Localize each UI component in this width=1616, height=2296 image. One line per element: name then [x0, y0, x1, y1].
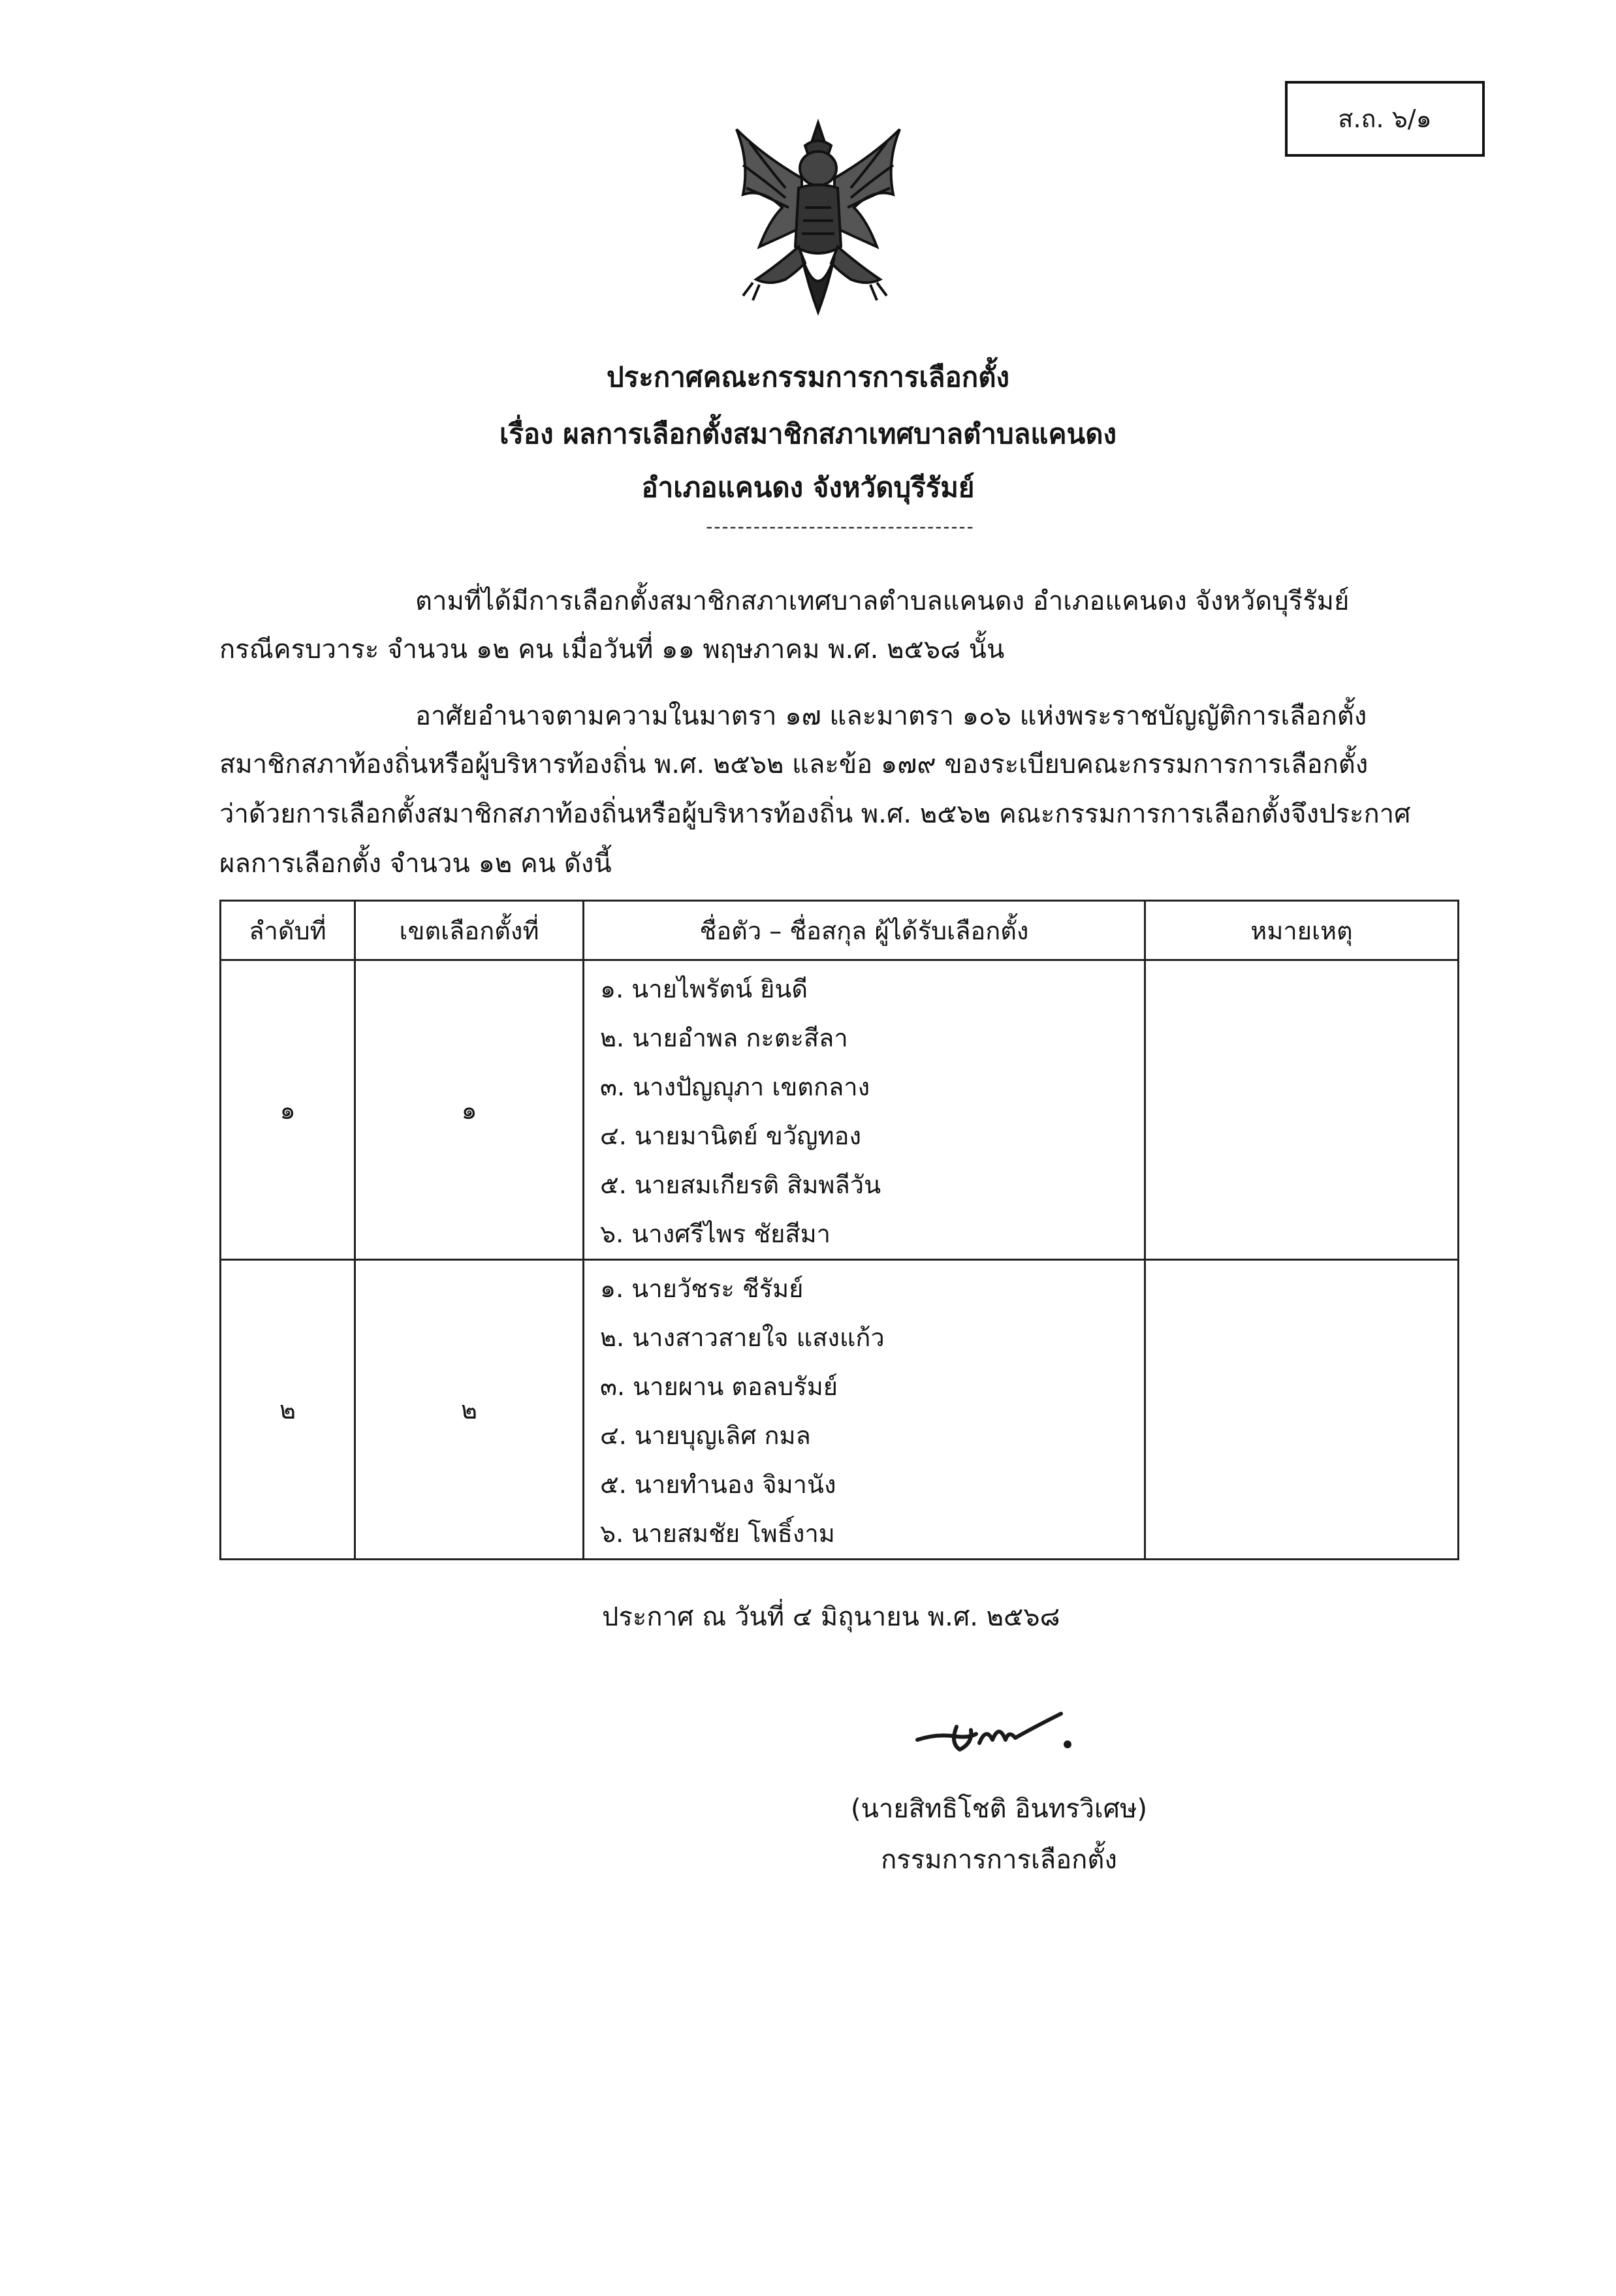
paragraph1-line1: ตามที่ได้มีการเลือกตั้งสมาชิกสภาเทศบาลตำบลแคนดง อำเภอแคนดง จังหวัดบุรีรัมย์	[415, 586, 1350, 616]
table-row	[221, 960, 1459, 1260]
cell-remark	[1145, 960, 1459, 1260]
form-code-box	[1285, 81, 1485, 157]
announcement-title: ประกาศคณะกรรมการการเลือกตั้ง	[607, 361, 1009, 393]
elected-name: ๔. นายบุญเลิศ กมล	[600, 1421, 811, 1450]
cell-names	[584, 960, 1145, 1260]
paragraph2-line1: อาศัยอำนาจตามความในมาตรา ๑๗ และมาตรา ๑๐๖ แห่งพระราชบัญญัติการเลือกตั้ง	[415, 701, 1367, 731]
header-district: เขตเลือกตั้งที่	[355, 901, 584, 960]
elected-name: ๑. นายไพรัตน์ ยินดี	[600, 975, 808, 1003]
elected-name: ๕. นายสมเกียรติ สิมพลีวัน	[600, 1171, 881, 1199]
header-names: ชื่อตัว – ชื่อสกุล ผู้ได้รับเลือกตั้ง	[584, 901, 1145, 960]
garuda-emblem	[723, 116, 913, 332]
results-table	[219, 900, 1459, 1560]
elected-name: ๒. นายอำพล กะตะสีลา	[600, 1024, 848, 1052]
announcement-subject: เรื่อง ผลการเลือกตั้งสมาชิกสภาเทศบาลตำบลแคนดง	[499, 418, 1117, 450]
title-divider: ----------------------------------	[706, 516, 975, 537]
signer-position: กรรมการการเลือกตั้ง	[881, 1845, 1117, 1875]
elected-name: ๖. นางศรีไพร ชัยสีมา	[600, 1219, 831, 1248]
announcement-date: ประกาศ ณ วันที่ ๔ มิถุนายน พ.ศ. ๒๕๖๘	[602, 1602, 1060, 1632]
elected-name: ๔. นายมานิตย์ ขวัญทอง	[600, 1122, 862, 1150]
elected-name: ๕. นายทำนอง จิมานัง	[600, 1470, 836, 1499]
elected-name: ๓. นายผาน ตอลบรัมย์	[600, 1372, 838, 1401]
cell-order: ๑	[221, 960, 355, 1260]
paragraph2-line3: ว่าด้วยการเลือกตั้งสมาชิกสภาท้องถิ่นหรือผู้บริหารท้องถิ่น พ.ศ. ๒๕๖๒ คณะกรรมการการเลือกตั้งจึงประกาศ	[219, 799, 1411, 829]
cell-district: ๒	[355, 1260, 584, 1560]
elected-name: ๖. นายสมชัย โพธิ์งาม	[600, 1519, 835, 1548]
cell-district: ๑	[355, 960, 584, 1260]
table-header-row	[221, 901, 1459, 960]
paragraph2-line4: ผลการเลือกตั้ง จำนวน ๑๒ คน ดังนี้	[219, 849, 612, 879]
announcement-location: อำเภอแคนดง จังหวัดบุรีรัมย์	[641, 471, 975, 503]
form-code: ส.ถ. ๖/๑	[1338, 104, 1432, 133]
paragraph2-line2: สมาชิกสภาท้องถิ่นหรือผู้บริหารท้องถิ่น พ.ศ. ๒๕๖๒ และข้อ ๑๗๙ ของระเบียบคณะกรรมการการเลือกตั้ง	[219, 749, 1369, 779]
table-row	[221, 1260, 1459, 1560]
cell-names	[584, 1260, 1145, 1560]
header-remark: หมายเหตุ	[1145, 901, 1459, 960]
cell-remark	[1145, 1260, 1459, 1560]
header-order: ลำดับที่	[221, 901, 355, 960]
signer-name: (นายสิทธิโชติ อินทรวิเศษ)	[850, 1794, 1148, 1824]
elected-name: ๒. นางสาวสายใจ แสงแก้ว	[600, 1323, 885, 1352]
elected-name: ๑. นายวัชระ ชีรัมย์	[600, 1274, 804, 1303]
elected-name: ๓. นางปัญญุภา เขตกลาง	[600, 1073, 870, 1101]
cell-order: ๒	[221, 1260, 355, 1560]
signature-image	[911, 1704, 1081, 1763]
paragraph1-line2: กรณีครบวาระ จำนวน ๑๒ คน เมื่อวันที่ ๑๑ พฤษภาคม พ.ศ. ๒๕๖๘ นั้น	[219, 635, 1005, 665]
